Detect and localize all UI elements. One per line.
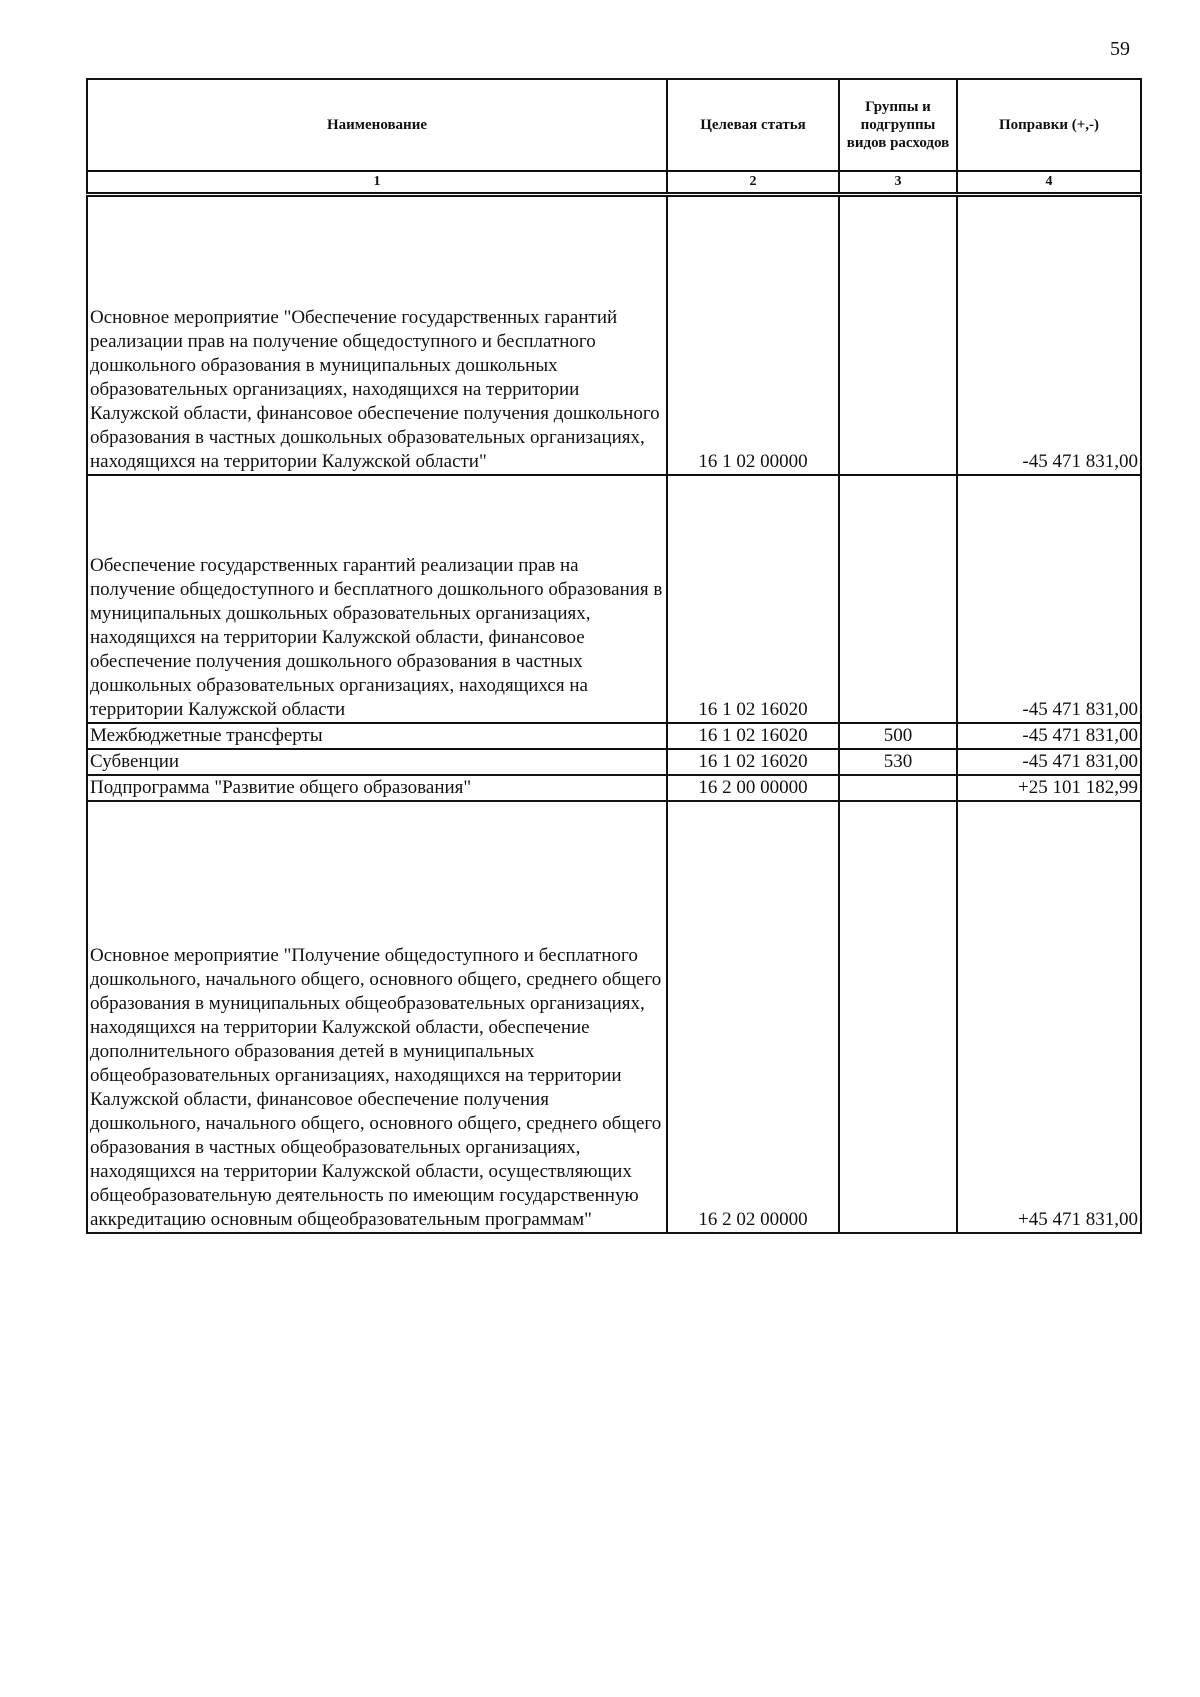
table-header-row	[87, 79, 1141, 171]
row-name: Обеспечение государственных гарантий реализации прав на получение общедоступного и бесплатного дошкольного образования в муниципальных дошкольных образовательных организациях, находящихся на территории Калужской области, финансовое обеспечение получения дошкольного образования в частных дошкольных образовательных организациях, находящихся на территории Калужской области	[87, 475, 667, 723]
table-row	[87, 723, 1141, 749]
column-number: 4	[957, 171, 1141, 195]
row-expense-group	[839, 195, 957, 475]
row-target-article: 16 2 02 00000	[667, 801, 839, 1233]
row-name: Подпрограмма "Развитие общего образования"	[87, 775, 667, 801]
column-number-row	[87, 171, 1141, 195]
column-number: 3	[839, 171, 957, 195]
row-target-article: 16 2 00 00000	[667, 775, 839, 801]
row-expense-group	[839, 801, 957, 1233]
column-number: 2	[667, 171, 839, 195]
table-row	[87, 775, 1141, 801]
row-target-article: 16 1 02 16020	[667, 749, 839, 775]
row-target-article: 16 1 02 16020	[667, 723, 839, 749]
row-amendment: -45 471 831,00	[957, 749, 1141, 775]
table-row	[87, 749, 1141, 775]
row-amendment: -45 471 831,00	[957, 723, 1141, 749]
row-amendment: +25 101 182,99	[957, 775, 1141, 801]
row-expense-group: 530	[839, 749, 957, 775]
header-expense-groups: Группы и подгруппы видов расходов	[839, 79, 957, 171]
row-expense-group	[839, 775, 957, 801]
page-number: 59	[1110, 38, 1130, 60]
row-amendment: +45 471 831,00	[957, 801, 1141, 1233]
row-expense-group	[839, 475, 957, 723]
row-amendment: -45 471 831,00	[957, 475, 1141, 723]
row-name: Субвенции	[87, 749, 667, 775]
table-row	[87, 475, 1141, 723]
row-name: Основное мероприятие "Обеспечение государственных гарантий реализации прав на получение общедоступного и бесплатного дошкольного образования в муниципальных дошкольных образовательных организациях, находящихся на территории Калужской области, финансовое обеспечение получения дошкольного образования в частных дошкольных образовательных организациях, находящихся на территории Калужской области"	[87, 195, 667, 475]
row-amendment: -45 471 831,00	[957, 195, 1141, 475]
row-name: Основное мероприятие "Получение общедоступного и бесплатного дошкольного, начального общего, основного общего, среднего общего образования в муниципальных общеобразовательных организациях, находящихся на территории Калужской области, обеспечение дополнительного образования детей в муниципальных общеобразовательных организациях, находящихся на территории Калужской области, финансовое обеспечение получения дошкольного, начального общего, основного общего, среднего общего образования в частных общеобразовательных организациях, находящихся на территории Калужской области, осуществляющих общеобразовательную деятельность по имеющим государственную аккредитацию основным общеобразовательным программам"	[87, 801, 667, 1233]
table-row	[87, 195, 1141, 475]
row-target-article: 16 1 02 16020	[667, 475, 839, 723]
row-name: Межбюджетные трансферты	[87, 723, 667, 749]
header-amendments: Поправки (+,-)	[957, 79, 1141, 171]
column-number: 1	[87, 171, 667, 195]
header-target-article: Целевая статья	[667, 79, 839, 171]
budget-amendments-table	[86, 78, 1142, 1234]
header-name: Наименование	[87, 79, 667, 171]
row-expense-group: 500	[839, 723, 957, 749]
row-target-article: 16 1 02 00000	[667, 195, 839, 475]
table-row	[87, 801, 1141, 1233]
